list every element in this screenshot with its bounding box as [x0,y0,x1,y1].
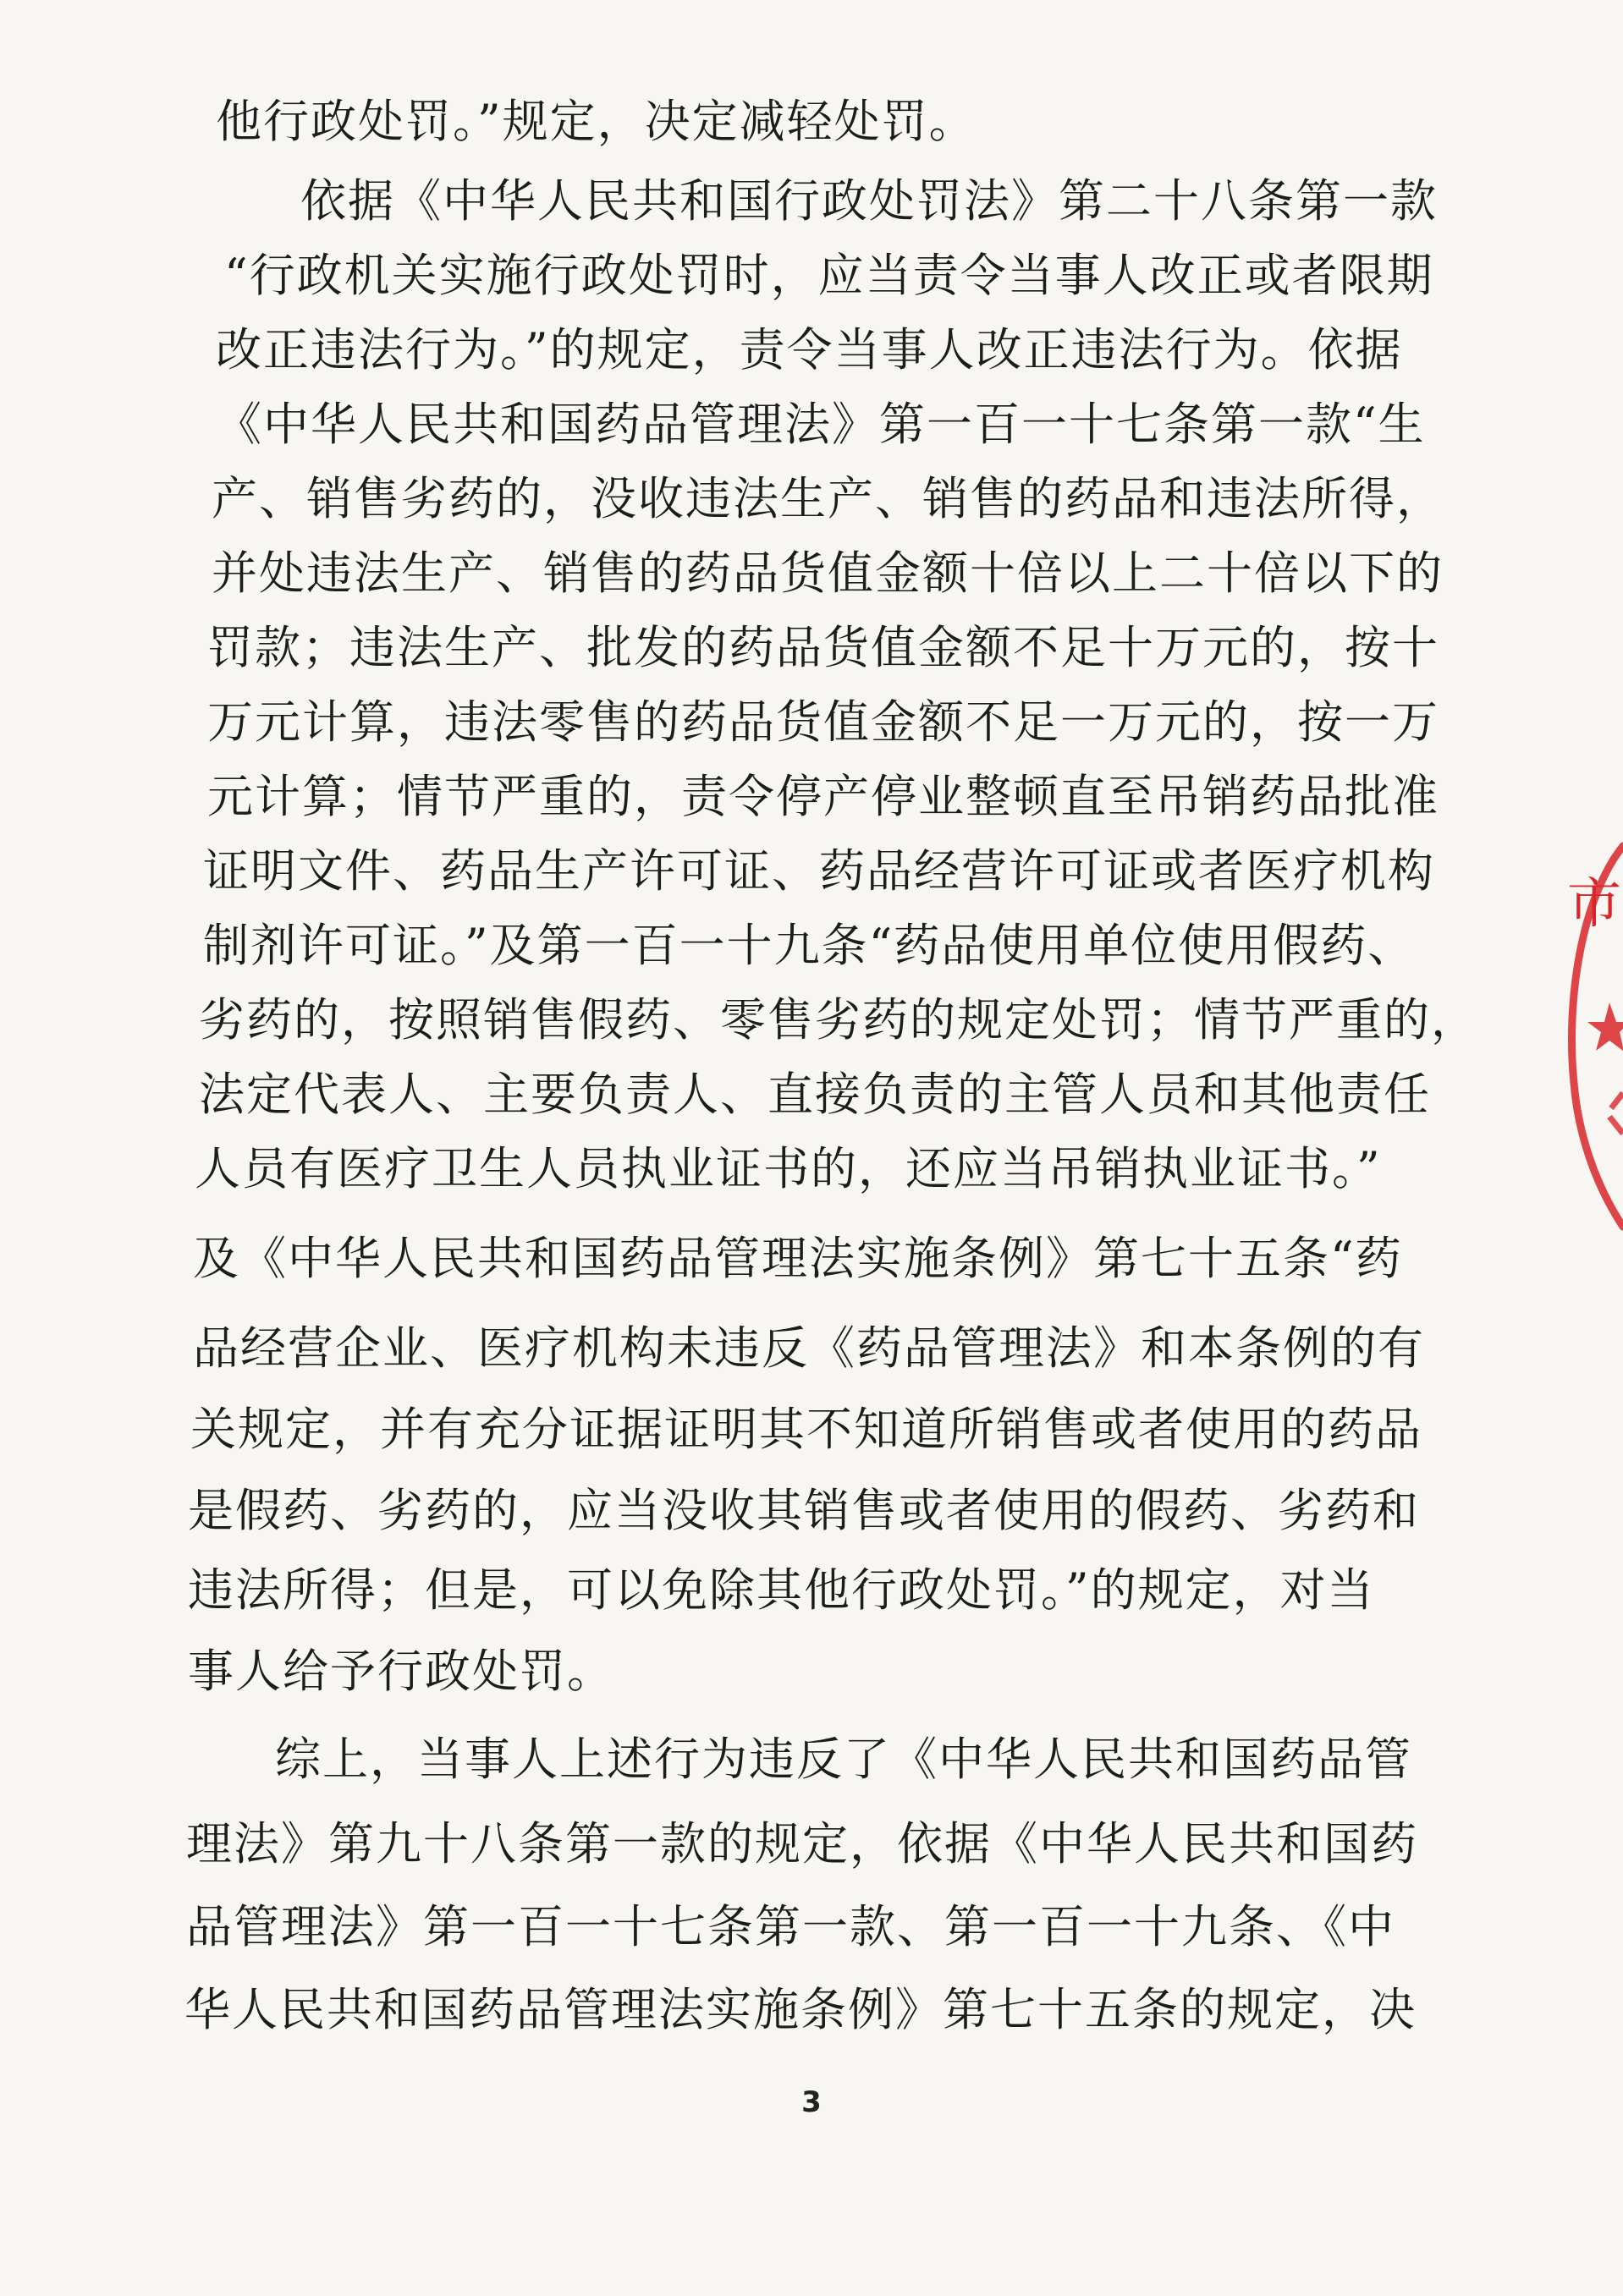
seal-graphic [1532,829,1623,1235]
text-line: 并处违法生产、销售的药品货值金额十倍以上二十倍以下的 [212,547,1444,600]
text-line: 元计算；情节严重的，责令停产停业整顿直至吊销药品批准 [207,770,1439,823]
text-line: 依据《中华人民共和国行政处罚法》第二十八条第一款 [300,174,1438,228]
text-line: 是假药、劣药的，应当没收其销售或者使用的假药、劣药和 [188,1484,1420,1537]
text-line: 华人民共和国药品管理法实施条例》第七十五条的规定，决 [184,1983,1417,2036]
text-line: 品经营企业、医疗机构未违反《药品管理法》和本条例的有 [193,1321,1425,1375]
text-line: 万元计算，违法零售的药品货值金额不足一万元的，按一万 [207,695,1439,749]
text-line: 及《中华人民共和国药品管理法实施条例》第七十五条“药 [193,1232,1403,1285]
text-line: 法定代表人、主要负责人、直接负责的主管人员和其他责任 [199,1068,1431,1121]
text-line: 人员有医疗卫生人员执业证书的，还应当吊销执业证书。” [195,1142,1382,1195]
text-line: 证明文件、药品生产许可证、药品经营许可证或者医疗机构 [203,844,1435,898]
text-line: 关规定，并有充分证据证明其不知道所销售或者使用的药品 [190,1403,1422,1456]
page-number: 3 [801,2085,822,2119]
text-line: 罚款；违法生产、批发的药品货值金额不足十万元的，按十 [207,621,1439,674]
text-line: 改正违法行为。”的规定，责令当事人改正违法行为。依据 [216,323,1403,376]
text-line: 品管理法》第一百一十七条第一款、第一百一十九条、《中 [186,1900,1395,1953]
text-line: 他行政处罚。”规定，决定减轻处罚。 [216,95,977,148]
text-line: 综上，当事人上述行为违反了《中华人民共和国药品管 [275,1733,1412,1786]
text-line: 劣药的，按照销售假药、零售劣药的规定处罚；情节严重的， [199,993,1478,1046]
text-line: 产、销售劣药的，没收违法生产、销售的药品和违法所得， [212,472,1444,525]
text-line: 《中华人民共和国药品管理法》第一百一十七条第一款“生 [216,398,1426,451]
text-line: 制剂许可证。”及第一百一十九条“药品使用单位使用假药、 [203,919,1416,972]
text-line: 违法所得；但是，可以免除其他行政处罚。”的规定，对当 [188,1563,1375,1617]
text-line: 事人给予行政处罚。 [188,1645,614,1698]
text-line: “行政机关实施行政处罚时，应当责令当事人改正或者限期 [224,249,1434,302]
seal-character: 市 [1567,873,1621,936]
text-line: 理法》第九十八条第一款的规定，依据《中华人民共和国药 [186,1817,1418,1870]
official-seal-fragment [1532,829,1623,1235]
